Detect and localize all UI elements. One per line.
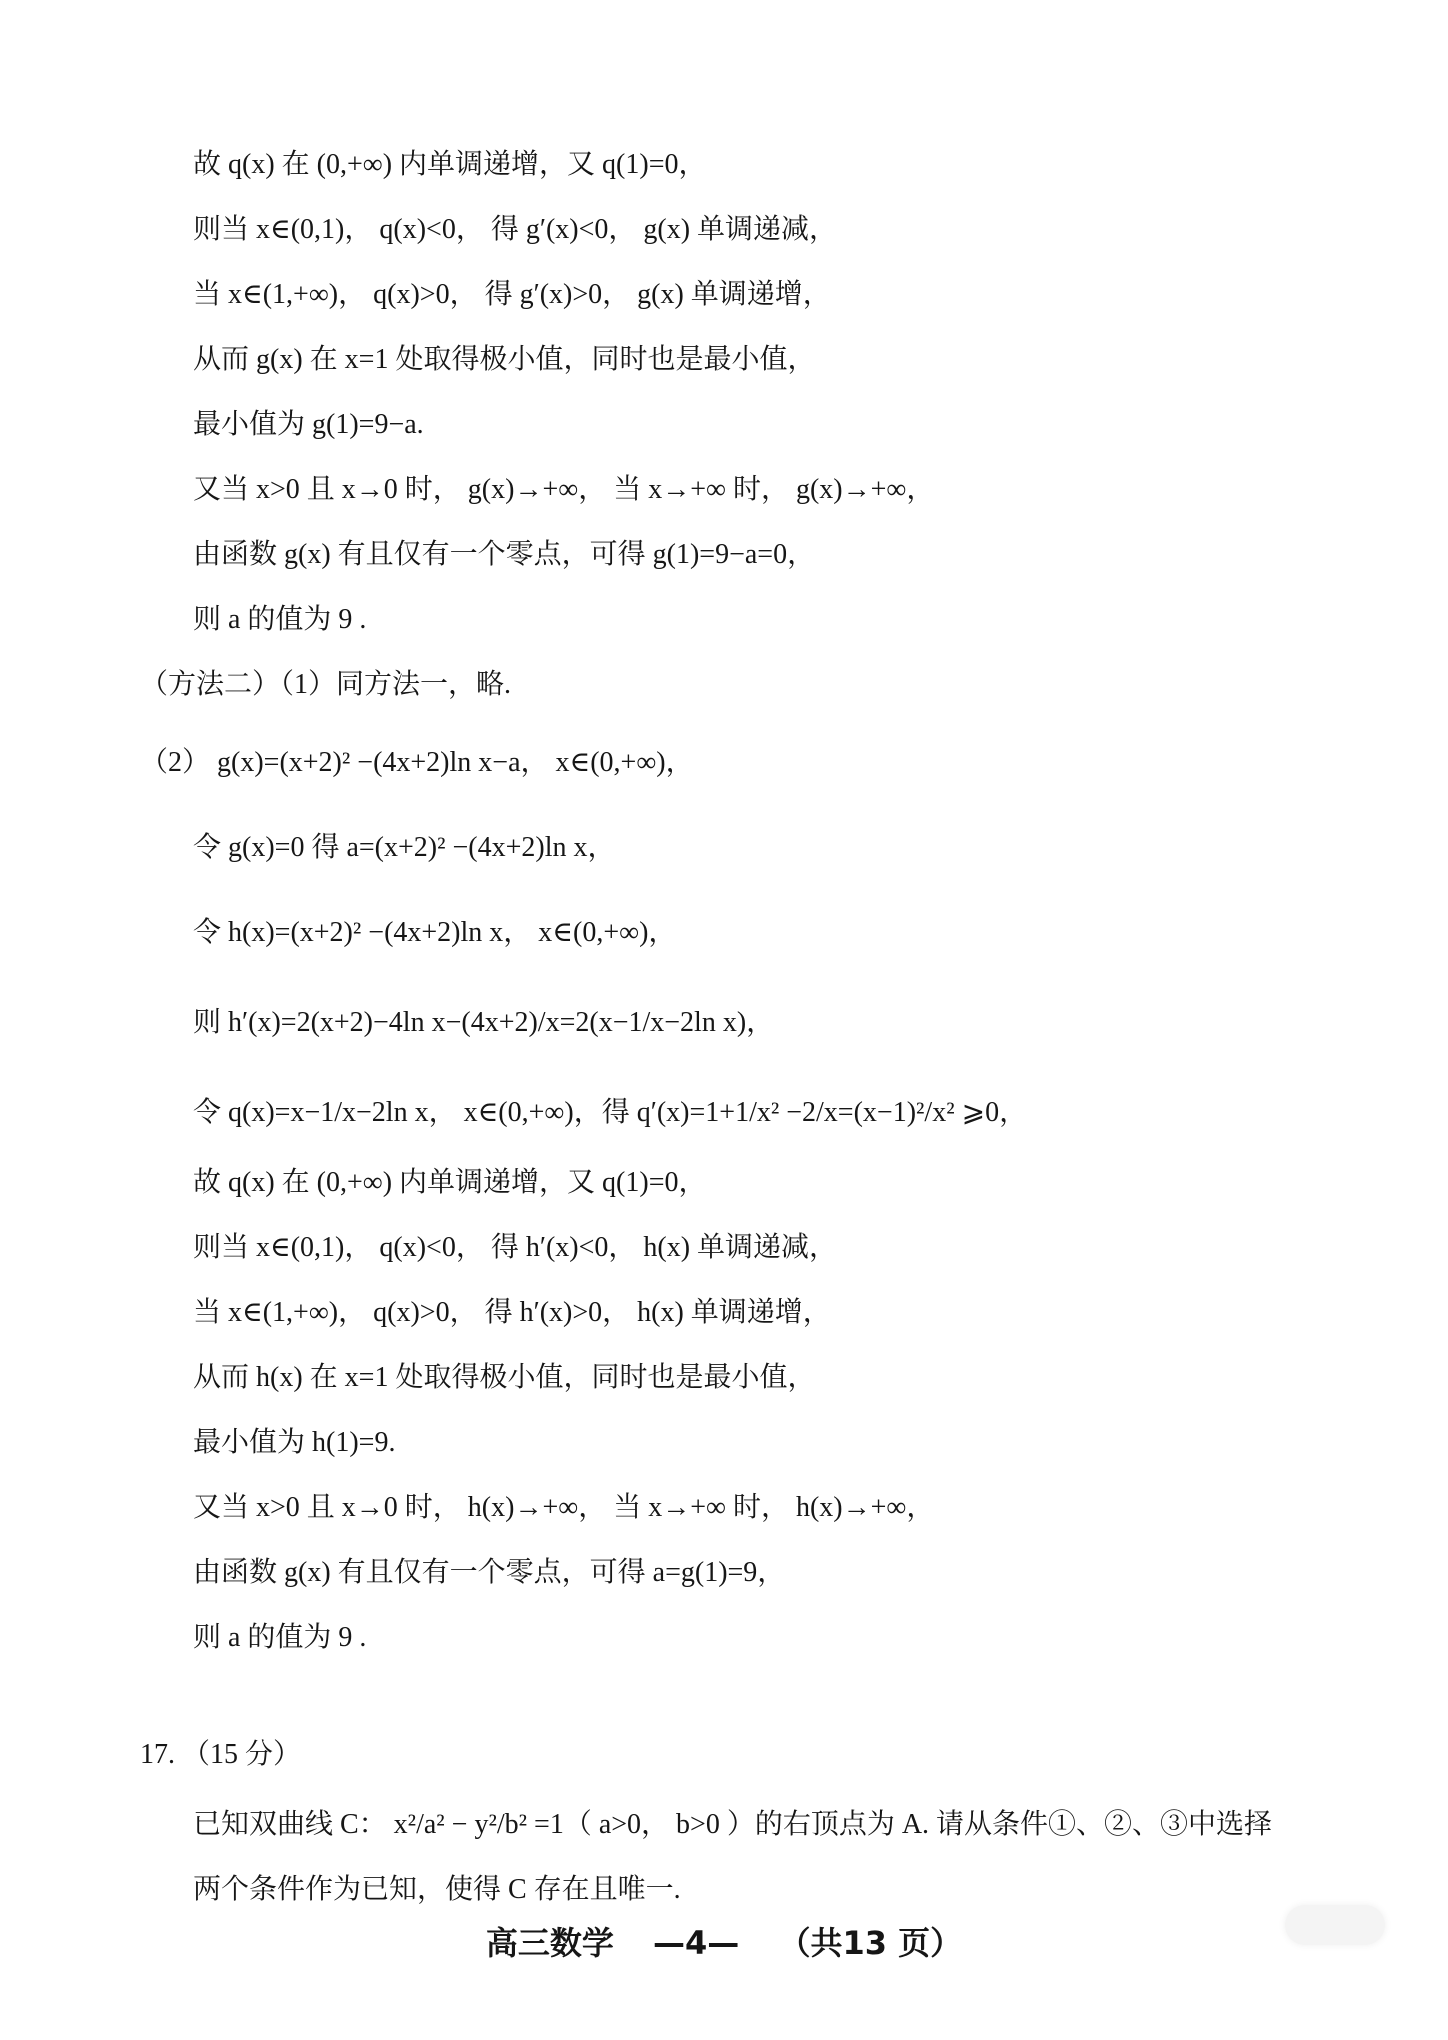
text-line: 17. （15 分）: [140, 1739, 302, 1770]
text-line: 则 a 的值为 9 .: [193, 604, 367, 635]
scan-smudge: [1285, 1905, 1385, 1945]
text-line: 令 g(x)=0 得 a=(x+2)² −(4x+2)ln x，: [193, 832, 616, 863]
footer-page-number: —4—: [653, 1924, 740, 1962]
text-line: 则当 x∈(0,1)， q(x)<0， 得 h′(x)<0， h(x) 单调递减，: [193, 1232, 838, 1263]
text-line: 则 a 的值为 9 .: [193, 1622, 367, 1653]
text-line: 已知双曲线 C： x²/a² − y²/b² =1（ a>0， b>0 ）的右顶点为 A. 请从条件①、②、③中选择: [193, 1809, 1273, 1840]
text-line: 则当 x∈(0,1)， q(x)<0， 得 g′(x)<0， g(x) 单调递减，: [193, 214, 838, 245]
text-line: 从而 h(x) 在 x=1 处取得极小值，同时也是最小值，: [193, 1362, 816, 1393]
text-line: （方法二）（1）同方法一，略.: [140, 669, 512, 700]
text-line: 故 q(x) 在 (0,+∞) 内单调递增，又 q(1)=0，: [193, 1167, 707, 1198]
text-line: 最小值为 h(1)=9.: [193, 1427, 396, 1458]
text-line: （2） g(x)=(x+2)² −(4x+2)ln x−a， x∈(0,+∞)，: [140, 747, 694, 778]
text-line: 令 h(x)=(x+2)² −(4x+2)ln x， x∈(0,+∞)，: [193, 917, 677, 948]
text-line: 又当 x>0 且 x→0 时， g(x)→+∞， 当 x→+∞ 时， g(x)→+∞，: [193, 474, 935, 505]
page-footer: [0, 1918, 1448, 1964]
text-line: 当 x∈(1,+∞)， q(x)>0， 得 g′(x)>0， g(x) 单调递增，: [193, 279, 831, 310]
footer-total-pages: （共13 页）: [778, 1924, 963, 1962]
text-line: 由函数 g(x) 有且仅有一个零点，可得 g(1)=9−a=0，: [193, 539, 816, 570]
text-line: 从而 g(x) 在 x=1 处取得极小值，同时也是最小值，: [193, 344, 816, 375]
text-line: 两个条件作为已知，使得 C 存在且唯一.: [193, 1874, 681, 1905]
text-line: 又当 x>0 且 x→0 时， h(x)→+∞， 当 x→+∞ 时， h(x)→+∞，: [193, 1492, 935, 1523]
text-line: 则 h′(x)=2(x+2)−4ln x−(4x+2)/x=2(x−1/x−2ln x)，: [193, 1007, 775, 1038]
text-line: 最小值为 g(1)=9−a.: [193, 409, 424, 440]
text-line: 当 x∈(1,+∞)， q(x)>0， 得 h′(x)>0， h(x) 单调递增，: [193, 1297, 831, 1328]
text-line: 令 q(x)=x−1/x−2ln x， x∈(0,+∞)，得 q′(x)=1+1/x² −2/x=(x−1)²/x² ⩾0，: [193, 1097, 1028, 1128]
text-line: 由函数 g(x) 有且仅有一个零点，可得 a=g(1)=9，: [193, 1557, 786, 1588]
footer-subject: 高三数学: [485, 1924, 614, 1962]
text-line: 故 q(x) 在 (0,+∞) 内单调递增，又 q(1)=0，: [193, 149, 707, 180]
